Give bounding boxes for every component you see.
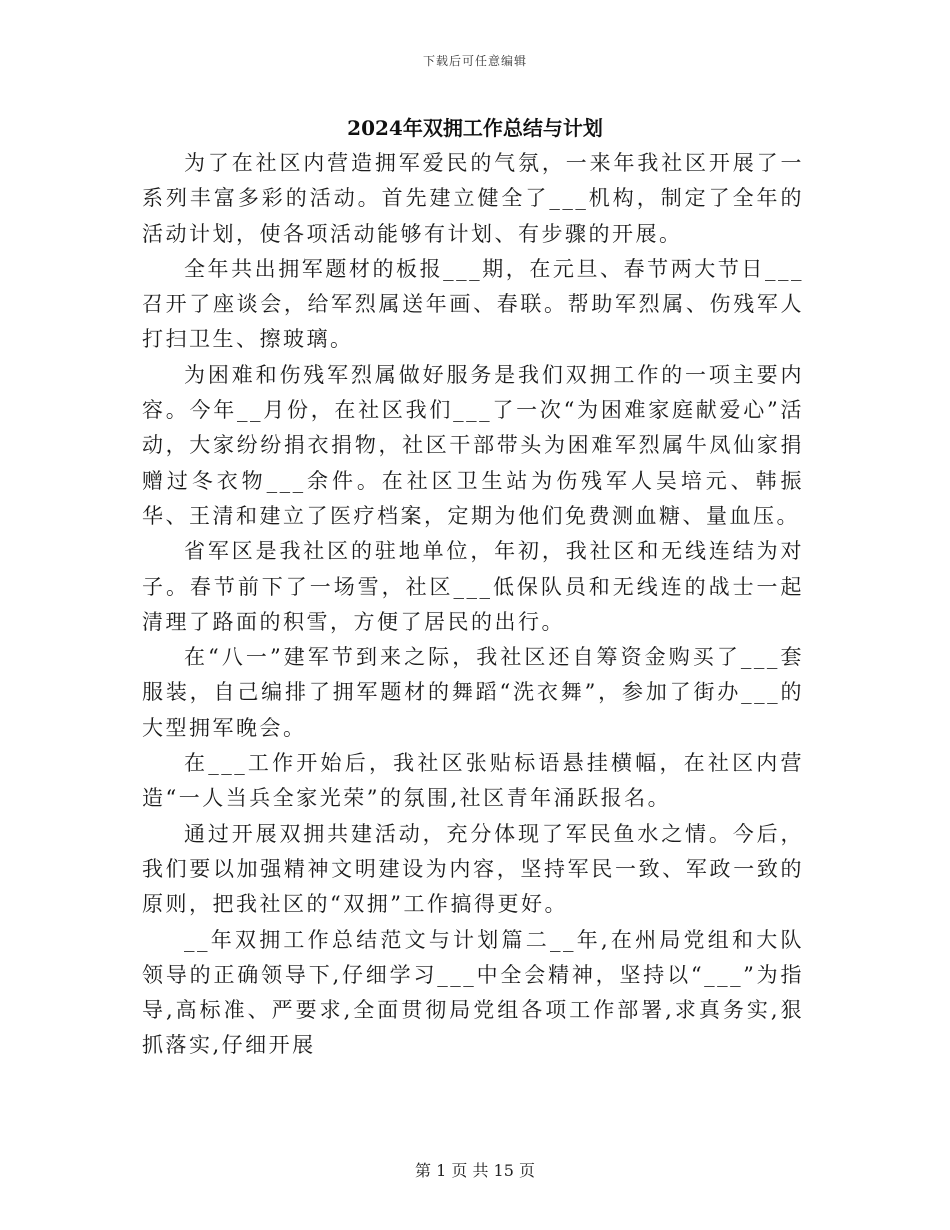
document-title: 2024年双拥工作总结与计划: [347, 116, 603, 140]
paragraph-3: 为困难和伤残军烈属做好服务是我们双拥工作的一项主要内容。今年__月份，在社区我们___了一次“为困难家庭献爱心”活动，大家纷纷捐衣捐物，社区干部带头为困难军烈属牛凤仙家捐赠过冬衣物___余件。在社区卫生站为伤残军人吴培元、韩振华、王清和建立了医疗档案，定期为他们免费测血糖、量血压。: [142, 362, 804, 528]
paragraph-7: 通过开展双拥共建活动，充分体现了军民鱼水之情。今后，我们要以加强精神文明建设为内容，坚持军民一致、军政一致的原则，把我社区的“双拥”工作搞得更好。: [142, 821, 804, 917]
paragraph-4: 省军区是我社区的驻地单位，年初，我社区和无线连结为对子。春节前下了一场雪，社区___低保队员和无线连的战士一起清理了路面的积雪，方便了居民的出行。: [142, 539, 804, 634]
paragraph-2: 全年共出拥军题材的板报___期，在元旦、春节两大节日___召开了座谈会，给军烈属送年画、春联。帮助军烈属、伤残军人打扫卫生、擦玻璃。: [142, 256, 804, 352]
paragraph-8: __年双拥工作总结范文与计划篇二__年,在州局党组和大队领导的正确领导下,仔细学习___中全会精神，坚持以“___”为指导,高标准、严要求,全面贯彻局党组各项工作部署,求真务实,狠抓落实,仔细开展: [142, 927, 804, 1058]
paragraph-5: 在“八一”建军节到来之际，我社区还自筹资金购买了___套服装，自己编排了拥军题材的舞蹈“洗衣舞”，参加了街办___的大型拥军晚会。: [142, 645, 804, 740]
paragraph-1: 为了在社区内营造拥军爱民的气氛，一来年我社区开展了一系列丰富多彩的活动。首先建立健全了___机构，制定了全年的活动计划，使各项活动能够有计划、有步骤的开展。: [142, 151, 804, 246]
page-number: 第 1 页 共 15 页: [415, 1161, 535, 1180]
paragraph-6: 在___工作开始后，我社区张贴标语悬挂横幅，在社区内营造“一人当兵全家光荣”的氛围,社区青年涌跃报名。: [142, 751, 804, 811]
document-body: [142, 146, 804, 1064]
header-note: 下载后可任意编辑: [422, 54, 527, 68]
